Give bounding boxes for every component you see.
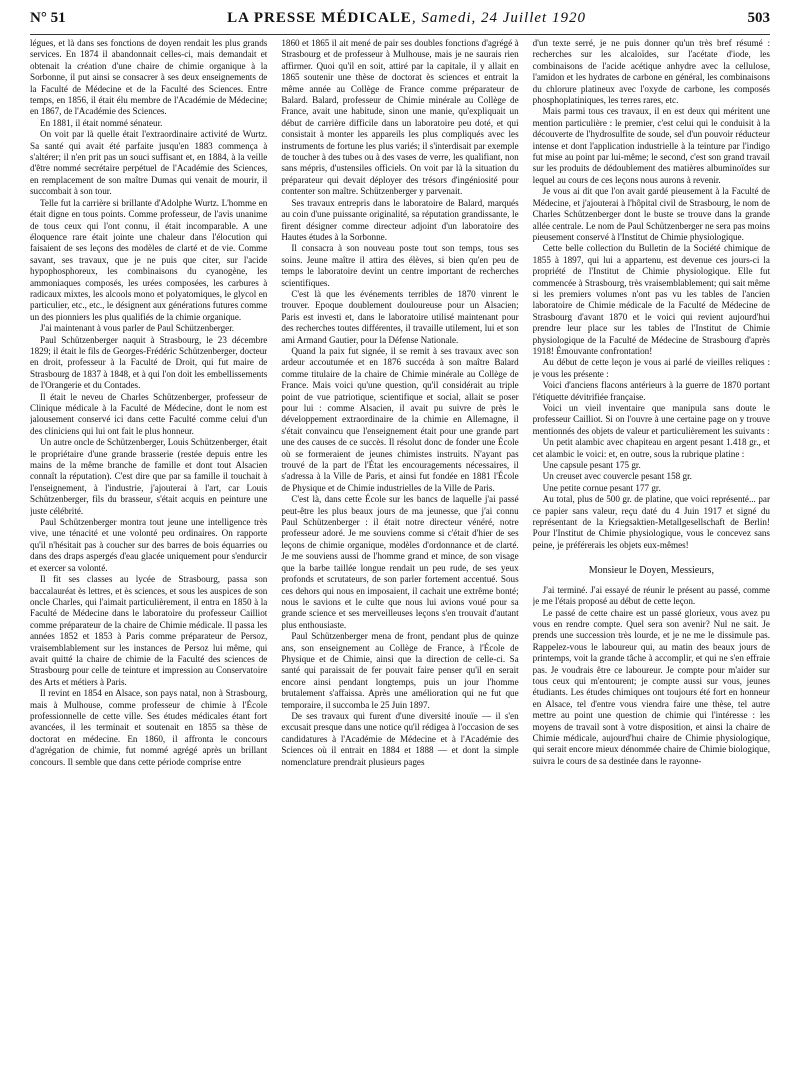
paragraph: Monsieur le Doyen, Messieurs,: [588, 565, 714, 577]
paragraph: Je vous ai dit que l'on avait gardé pieusement à la Faculté de Médecine, et j'ajouterai à l'hôpital civil de Strasbourg, le nom de Charles Schützenberger dont le buste se trouve dans la grande allée centrale. Le nom de Paul Schützenberger ne sera pas moins pieusement conservé à l'Institut de Chimie physiologique.: [532, 186, 770, 242]
paragraph: Un autre oncle de Schützenberger, Louis Schützenberger, était le propriétaire d'une grande brasserie (restée depuis entre les mains de la même branche de famille et dont tout Alsacien connaît la réputation). C'est dire que par sa famille il touchait à l'enseignement, à l'industrie, j'ajouterai à l'art, car Louis Schützenberger, fils du brasseur, s'était acquis en peinture une juste célébrité.: [30, 437, 268, 516]
paragraph: Il revint en 1854 en Alsace, son pays natal, non à Strasbourg, mais à Mulhouse, comme professeur de chimie à l'École professionnelle de cette ville. Ses études médicales étant fort avancées, il les terminait et soutenait en 1855 sa thèse de doctorat en médecine. En 1860, il affronta le concours d'agrégation de chimie, fut nommé agrégé après un brillant concours. Il semble que dans cette période comprise entre: [30, 688, 268, 767]
paragraph: On voit par là quelle était l'extraordinaire activité de Wurtz. Sa santé qui avait été parfaite jusqu'en 1883 commença à s'altérer; il n'en prit pas un souci suffisant et, en 1884, à la veille d'être nommé secrétaire perpétuel de l'Académie des Sciences, en remplacement de son maître Dumas qui venait de mourir, il succombait à son tour.: [30, 129, 268, 197]
paragraph: Quand la paix fut signée, il se remit à ses travaux avec son ardeur accoutumée et en 1876 succéda à son maître Balard comme titulaire de la chaire de Chimie minérale au Collège de France. Mais voici qu'une question, qu'il considérait au triple point de vue patriotique, scientifique et social, allait se poser pour lui : comme Alsacien, il avait pu suivre de près le développement extraordinaire de la chimie en Allemagne, il s'était convaincu que l'enseignement était pour une grande part une des causes de ce succès. Il résolut donc de fonder une École où se formeraient de jeunes chimistes instruits. N'ayant pas trouvé de la part de l'État les encouragements nécessaires, il s'adressa à la Ville de Paris, et ainsi fut fondée en 1881 l'École de Physique et de Chimie industrielles de la Ville de Paris.: [281, 345, 519, 493]
paragraph: Une capsule pesant 175 gr.: [542, 460, 641, 471]
running-title: [227, 10, 586, 27]
paragraph: Le passé de cette chaire est un passé glorieux, vous avez pu vous en rendre compte. Quel sera son avenir? Nul ne sait. Je prends une succession très lourde, et je ne me le dissimule pas. Rappelez-vous le laboureur qui, au matin des beaux jours de printemps, voit la grande tâche à accomplir, et qui ne s'en effraie pas. Je voudrais être ce laboureur. Je compte pour m'aider sur tous ceux qui m'entourent; je compte aussi sur vous, jeunes étudiants. Les études chimiques ont toujours été fort en honneur en Alsace, tel d'entre vous viendra faire une thèse, tel autre mettre au point une question de chimie qui l'intéresse : les moyens de travail sont à votre disposition, et ainsi la chaire de Chimie médicale, aujourd'hui chaire de Chimie physiologique, qui serait encore mieux dénommée chaire de Chimie biologique, suivra le cours de sa destinée dans le rayonne-: [532, 607, 770, 766]
paragraph: Telle fut la carrière si brillante d'Adolphe Wurtz. L'homme en était digne en tous points. Comme professeur, de l'avis unanime de tous ceux qui l'ont connu, il était incomparable. A une éloquence rare était jointe une chaleur dans l'élocution qui faisaient de ses leçons des modèles de clarté et de vie. Comme savant, ses travaux, que je ne puis que citer, sur l'acide hypophosphoreux, les combinaisons du cyanogène, les ammoniaques composés, les urées composées, les carbures à radicaux mixtes, les alcools mono et polyatomiques, le glycol en particulier, etc., etc., le désignent aux générations futures comme un des pionniers les plus qualifiés de la chimie organique.: [30, 197, 268, 322]
paragraph: Un petit alambic avec chapiteau en argent pesant 1.418 gr., et cet alambic le voici: et, en outre, sous la rubrique platine :: [532, 437, 770, 459]
article-body: [30, 38, 770, 1074]
paragraph: Voici d'anciens flacons antérieurs à la guerre de 1870 portant l'étiquette dévitrifiée française.: [532, 380, 770, 402]
paragraph: 1860 et 1865 il ait mené de pair ses doubles fonctions d'agrégé à Strasbourg et de professeur à Mulhouse, mais je ne saurais rien affirmer. Quoi qu'il en soit, attiré par la capitale, il y allait en 1865 soutenir une thèse de doctorat ès sciences et entrait la même année au Collège de France comme préparateur de Balard. Balard, professeur de Chimie minérale au Collège de France, avait une habitude, sinon une manie, qu'expliquait un début de carrière difficile dans un laboratoire peu doté, et qui consistait à monter les appareils les plus compliqués avec les instruments de fortune les plus variés; il s'interdisait par exemple de toucher à des tubes ou à des vases de verre, les qualifiant, non sans mépris, d'ustensiles officiels. On voit par là la situation du préparateur qui devait déployer des trésors d'ingéniosité pour contenter son maître. Schützenberger y parvenait.: [281, 38, 519, 197]
paragraph: légues, et là dans ses fonctions de doyen rendait les plus grands services. En 1874 il abandonnait celles-ci, mais demandait et obtenait la création d'une chaire de chimie organique à la Sorbonne, il put ainsi se consacrer à ses deux enseignements de la Faculté de Médecine et de la Faculté des Sciences. Entre temps, en 1856, il était élu membre de l'Académie de Médecine; en 1867, de l'Académie des Sciences.: [30, 38, 268, 117]
paragraph: J'ai maintenant à vous parler de Paul Schützenberger.: [40, 323, 235, 334]
issue-number: N° 51: [30, 10, 66, 26]
paragraph: d'un texte serré, je ne puis donner qu'un très bref résumé : recherches sur les alcaloïdes, sur l'acétate d'iode, les combinaisons de l'acide acétique anhydre avec la cellulose, l'amidon et les hydrates de carbone en général, les combinaisons du chlorure platineux avec l'oxyde de carbone, les composés phosphoplatiniques, les terres rares, etc.: [532, 38, 770, 106]
paragraph: De ses travaux qui furent d'une diversité inouïe — il s'en excusait presque dans une notice qu'il rédigea à l'occasion de ses candidatures à l'Académie de Médecine et à l'Académie des Sciences où il entrait en 1884 et 1888 — et dont la simple nomenclature prendrait plusieurs pages: [281, 710, 519, 767]
paragraph: Au début de cette leçon je vous ai parlé de vieilles reliques : je vous les présente :: [532, 357, 770, 379]
paragraph: J'ai terminé. J'ai essayé de réunir le présent au passé, comme je me l'étais proposé au début de cette leçon.: [532, 584, 770, 607]
paragraph: Il consacra à son nouveau poste tout son temps, tous ses soins. Jeune maître il attira des élèves, si bien qu'en peu de temps le laboratoire devint un centre important de recherches scientifiques.: [281, 243, 519, 288]
paragraph: Voici un vieil inventaire que manipula sans doute le professeur Cailliot. Si on l'ouvre à une certaine page on y trouve mentionnés des objets de valeur et particulièrement les suivants :: [532, 403, 770, 436]
journal-name: LA PRESSE MÉDICALE: [227, 10, 412, 26]
paragraph: Paul Schützenberger mena de front, pendant plus de quinze ans, son enseignement au Collège de France, à l'École de Physique et de Chimie, ainsi que la direction de celle-ci. Sa santé qui paraissait de fer pouvait faire penser qu'il en serait encore ainsi pendant longtemps, puis un jour l'homme brutalement s'affaissa. Après une amélioration qui ne fut que temporaire, il succomba le 25 Juin 1897.: [281, 631, 519, 710]
paragraph: Paul Schützenberger naquit à Strasbourg, le 23 décembre 1829; il était le fils de Georges-Frédéric Schützenberger, docteur en droit, professeur à la Faculté de Droit, qui fut maire de Strasbourg de 1837 à 1848, et à qui l'on doit les embellissements de l'Orangerie et du Contades.: [30, 334, 268, 391]
page-number: 503: [747, 10, 770, 26]
paragraph: Ses travaux entrepris dans le laboratoire de Balard, marqués au coin d'une puissante originalité, sa réputation grandissante, le firent désigner comme directeur adjoint d'un laboratoire des Hautes études à la Sorbonne.: [281, 197, 519, 242]
paragraph: Il fit ses classes au lycée de Strasbourg, passa son baccalauréat ès lettres, et ès sciences, et sous les auspices de son oncle Charles, qui l'aimait particulièrement, il entra en 1850 à la Faculté de Médecine dans le laboratoire du professeur Cailliot comme préparateur de la chaire de Chimie médicale. Il passa les années 1852 et 1853 à Paris comme préparateur de Persoz, vraisemblablement sur les instances de Persoz lui même, qui avait quitté la chaire de chimie de la Faculté des sciences de Strasbourg pour celle de teinture et impression au Conservatoire des Arts et métiers à Paris.: [30, 574, 268, 687]
paragraph: C'est là que les événements terribles de 1870 vinrent le trouver. Epoque doublement douloureuse pour un Alsacien; Paris est investi et, dans le laboratoire utilisé maintenant pour des recherches toutes différentes, il travaille utilement, lui et son ami Armand Gautier, pour la Défense Nationale.: [281, 288, 519, 345]
paragraph: Au total, plus de 500 gr. de platine, que voici représenté... par ce papier sans valeur, reçu daté du 4 Juin 1917 et signé du représentant de la Kriegsaktien-Metallgesellschaft de Berlin! Pour l'Institut de Chimie physiologique, vous le concevez sans peine, je préférerais les objets eux-mêmes!: [532, 494, 770, 550]
issue-date: , Samedi, 24 Juillet 1920: [411, 10, 586, 26]
paragraph: Il était le neveu de Charles Schützenberger, professeur de Clinique médicale à la Faculté de Médecine, dont le nom est jalousement conservé ici dans cette Faculté comme celui d'un des cliniciens qui lui ont fait le plus honneur.: [30, 391, 268, 436]
column-2: [281, 38, 518, 1074]
paragraph: Un creuset avec couvercle pesant 158 gr.: [542, 471, 692, 482]
paragraph: Paul Schützenberger montra tout jeune une intelligence très vive, une ténacité et une volonté peu ordinaires. On rapporte qu'il n'hésitait pas à coucher sur des barres de bois équarries ou dans des draps aspergés d'eau glacée uniquement pour s'endurcir et exercer sa volonté.: [30, 517, 268, 573]
paragraph: En 1881, il était nommé sénateur.: [40, 117, 163, 128]
header-rule: [30, 34, 770, 35]
paragraph: Mais parmi tous ces travaux, il en est deux qui méritent une mention particulière : le premier, c'est celui qui le conduisit à la découverte de l'hydrosulfite de soude, sel d'un pouvoir réducteur intense et dont l'application industrielle à la teinture par l'indigo fut mise au point par lui-même; le second, c'est son grand travail sur les produits de dédoublement des matières albuminoïdes sur lequel au cours de ces leçons nous aurons à revenir.: [532, 106, 770, 185]
paragraph: Cette belle collection du Bulletin de la Société chimique de 1855 à 1897, qui lui a appartenu, est devenue ces jours-ci la propriété de l'Institut de Chimie physiologique. Elle fut commencée à Strasbourg, très vraisemblablement; qui sait même si les premiers volumes n'ont pas vu les tables de l'ancien laboratoire de Chimie médicale de la Faculté de Médecine de Strasbourg d'avant 1870 et le voici qui revient aujourd'hui prendre leur place sur les tables de l'Institut de Chimie physiologique de la Faculté de Médecine de Strasbourg d'après 1918! Émouvante confrontation!: [532, 243, 770, 356]
column-3: [533, 38, 770, 1074]
paragraph: C'est là, dans cette École sur les bancs de laquelle j'ai passé peut-être les plus beaux jours de ma jeunesse, que j'ai connu Paul Schützenberger : il était notre directeur vénéré, notre professeur adoré. Je me souviens comme si c'était d'hier de ses leçons de chimie organique, modèles d'ordonnance et de clarté. Je me souviens aussi de l'homme grand et mince, de son visage que la barbe taillée longue rendait un peu rude, de ses yeux profonds et scrutateurs, de son parler fortement accentué. Sous ces dehors qui nous en imposaient, il cachait une extrême bonté; nous le savions et le culte que nous lui avions voué pour sa grande science et ses merveilleuses leçons s'en trouvait d'autant plus enthousiaste.: [281, 494, 519, 630]
paragraph: Une petite cornue pesant 177 gr.: [542, 482, 661, 493]
page-header: [30, 10, 770, 32]
column-1: [30, 38, 267, 1074]
